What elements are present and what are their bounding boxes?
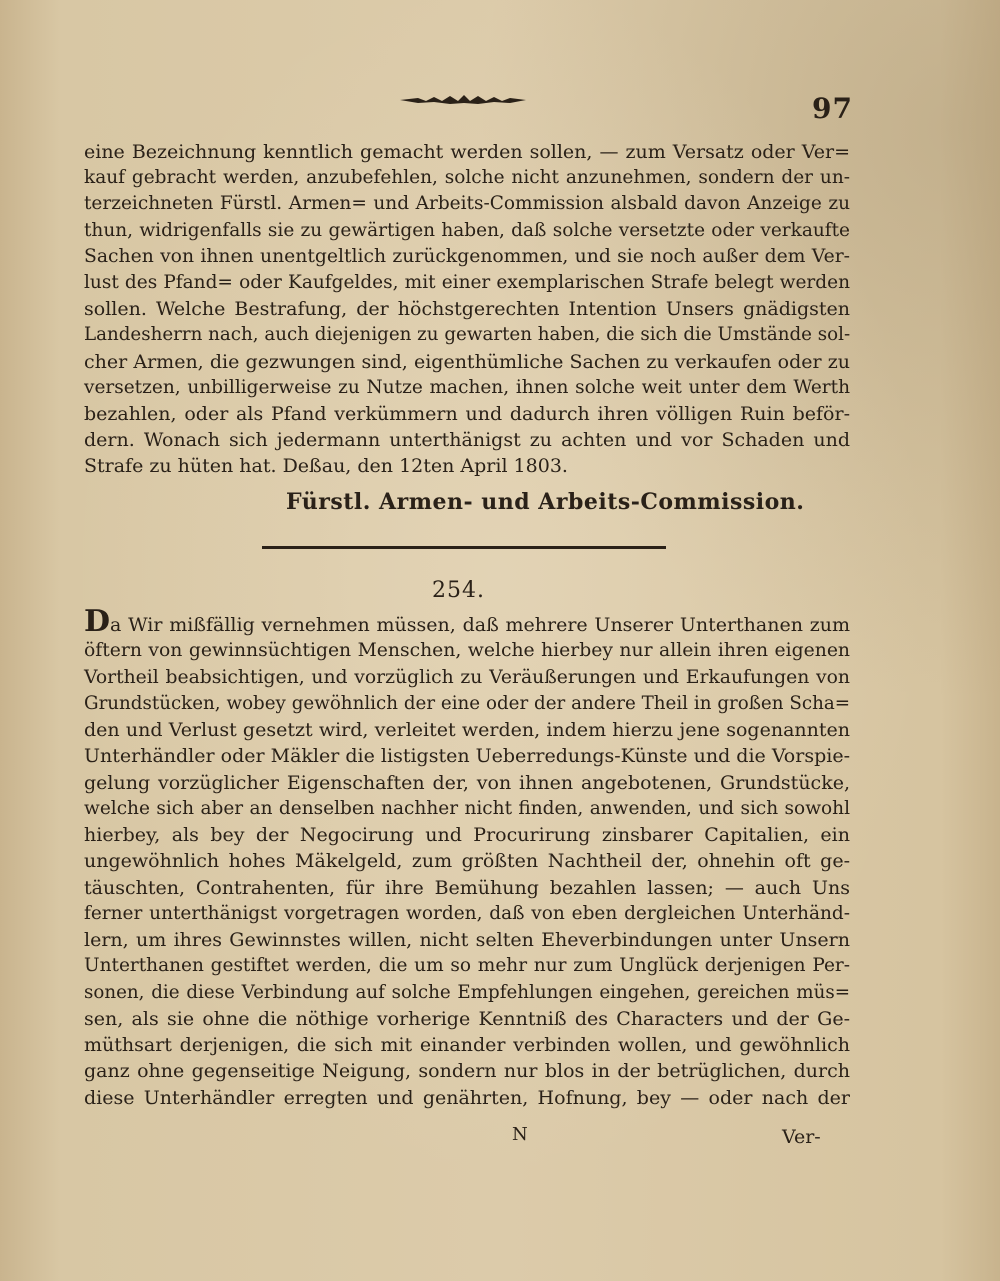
text-line: kauf gebracht werden, anzubefehlen, solche nicht anzunehmen, sondern der un- xyxy=(84,167,850,189)
header-ornament xyxy=(398,92,528,106)
text-line: Unterthanen gestiftet werden, die um so mehr nur zum Unglück derjenigen Per- xyxy=(84,955,850,977)
text-line: diese Unterhändler erregten und genährten, Hofnung, bey — oder nach der xyxy=(84,1086,850,1109)
text-line: Strafe zu hüten hat. Deßau, den 12ten April 1803. xyxy=(84,455,568,478)
section-divider xyxy=(262,546,666,549)
text-line: müthsart derjenigen, die sich mit einander verbinden wollen, und gewöhnlich xyxy=(84,1034,850,1056)
announcement-text xyxy=(84,139,850,479)
text-line: terzeichneten Fürstl. Armen= und Arbeits-Commission alsbald davon Anzeige zu xyxy=(84,193,850,215)
text-line: ferner unterthänigst vorgetragen worden, daß von eben dergleichen Unterhänd- xyxy=(84,902,850,924)
text-line: lust des Pfand= oder Kaufgeldes, mit einer exemplarischen Strafe belegt werden xyxy=(84,271,850,293)
first-line-text: a Wir mißfällig vernehmen müssen, daß mehrere Unserer Unterthanen zum xyxy=(110,614,850,636)
text-line: den und Verlust gesetzt wird, verleitet werden, indem hierzu jene sogenannten xyxy=(84,719,850,741)
text-line: hierbey, als bey der Negocirung und Procurirung zinsbarer Capitalien, ein xyxy=(84,824,850,846)
first-text-line xyxy=(84,604,850,639)
text-line: Unterhändler oder Mäkler die listigsten Ueberredungs-Künste und die Vorspie- xyxy=(84,745,850,768)
text-line: bezahlen, oder als Pfand verkümmern und dadurch ihren völligen Ruin beför- xyxy=(84,402,850,425)
text-line: Vortheil beabsichtigen, und vorzüglich zu Veräußerungen und Erkaufungen von xyxy=(84,666,850,688)
section-text xyxy=(84,604,850,1111)
text-line: Landesherrn nach, auch diejenigen zu gewarten haben, die sich die Umstände sol- xyxy=(84,324,851,346)
text-line: welche sich aber an denselben nachher nicht finden, anwenden, und sich sowohl xyxy=(84,797,850,819)
text-line: lern, um ihres Gewinnstes willen, nicht selten Eheverbindungen unter Unsern xyxy=(84,929,850,951)
text-line: cher Armen, die gezwungen sind, eigenthümliche Sachen zu verkaufen oder zu xyxy=(84,350,850,373)
text-line: täuschten, Contrahenten, für ihre Bemühung bezahlen lassen; — auch Uns xyxy=(84,876,850,899)
text-line: sollen. Welche Bestrafung, der höchstgerechten Intention Unsers gnädigsten xyxy=(84,298,850,321)
section-number: 254. xyxy=(432,578,485,603)
text-line: eine Bezeichnung kenntlich gemacht werden sollen, — zum Versatz oder Ver= xyxy=(84,141,850,163)
text-line: sen, als sie ohne die nöthige vorherige Kenntniß des Characters und der Ge- xyxy=(84,1007,850,1030)
page-number: 97 xyxy=(812,92,853,125)
drop-initial: D xyxy=(84,604,111,639)
signature-mark: N xyxy=(512,1124,528,1145)
commission-signature: Fürstl. Armen- und Arbeits-Commission. xyxy=(286,489,805,515)
catchword: Ver- xyxy=(782,1126,821,1148)
text-line: ganz ohne gegenseitige Neigung, sondern nur blos in der betrüglichen, durch xyxy=(84,1060,850,1083)
text-line: Grundstücken, wobey gewöhnlich der eine oder der andere Theil in großen Scha= xyxy=(84,692,850,714)
text-line: dern. Wonach sich jedermann unterthänigst zu achten und vor Schaden und xyxy=(84,429,850,452)
text-line: gelung vorzüglicher Eigenschaften der, von ihnen angebotenen, Grundstücke, xyxy=(84,771,850,794)
text-line: versetzen, unbilligerweise zu Nutze machen, ihnen solche weit unter dem Werth xyxy=(84,376,850,398)
text-line: thun, widrigenfalls sie zu gewärtigen haben, daß solche versetzte oder verkaufte xyxy=(84,219,850,241)
text-line: ungewöhnlich hohes Mäkelgeld, zum größten Nachtheil der, ohnehin oft ge- xyxy=(84,850,850,873)
text-line: sonen, die diese Verbindung auf solche Empfehlungen eingehen, gereichen müs= xyxy=(84,981,850,1003)
text-line: Sachen von ihnen unentgeltlich zurückgenommen, und sie noch außer dem Ver- xyxy=(84,245,850,267)
text-line: öftern von gewinnsüchtigen Menschen, welche hierbey nur allein ihren eigenen xyxy=(84,640,850,662)
